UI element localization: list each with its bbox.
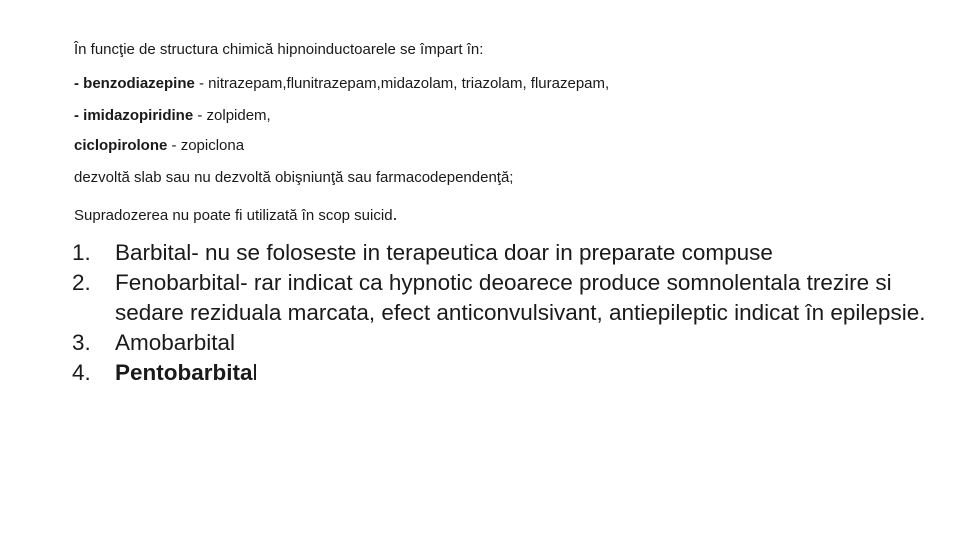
dependence-line: dezvoltă slab sau nu dezvoltă obişniunţă sau farmacodependenţă; <box>74 169 514 186</box>
list-item <box>72 358 932 388</box>
list-item <box>72 328 932 358</box>
intro-text: În funcţie de structura chimică hipnoinductoarele se împart în: <box>74 41 484 58</box>
list-item-text: Amobarbital <box>115 330 236 355</box>
barbiturate-list <box>72 238 932 388</box>
imidazopiridine-line <box>74 106 271 126</box>
list-item-number: 2. <box>72 270 91 295</box>
list-item <box>72 238 932 268</box>
list-item <box>72 268 932 328</box>
list-item-text: Pentobarbita <box>115 360 253 385</box>
overdose-text: Supradozerea nu poate fi utilizată în scop suicid <box>74 207 393 224</box>
list-item-number: 1. <box>72 240 91 265</box>
benzodiazepine-line <box>74 74 609 94</box>
list-item-text: Barbital- nu se foloseste in terapeutica doar in preparate compuse <box>115 240 773 265</box>
ciclopirolone-examples: - zopiclona <box>167 137 245 154</box>
list-item-number: 4. <box>72 360 91 385</box>
overdose-period: . <box>392 204 398 224</box>
ciclopirolone-label: ciclopirolone <box>74 137 168 154</box>
imidazopiridine-label: - imidazopiridine <box>74 107 194 124</box>
list-item-number: 3. <box>72 330 91 355</box>
list-item-text-tail: l <box>252 360 258 385</box>
list-item-text: Fenobarbital- rar indicat ca hypnotic deoarece produce somnolentala trezire si sedare reziduala marcata, efect anticonvulsivant, antiepileptic indicat în epilepsie. <box>115 270 926 325</box>
benzodiazepine-label: - benzodiazepine <box>74 75 195 92</box>
overdose-line <box>74 204 398 226</box>
ciclopirolone-line <box>74 136 244 156</box>
benzodiazepine-examples: - nitrazepam,flunitrazepam,midazolam, triazolam, flurazepam, <box>194 75 610 92</box>
imidazopiridine-examples: - zolpidem, <box>193 107 271 124</box>
